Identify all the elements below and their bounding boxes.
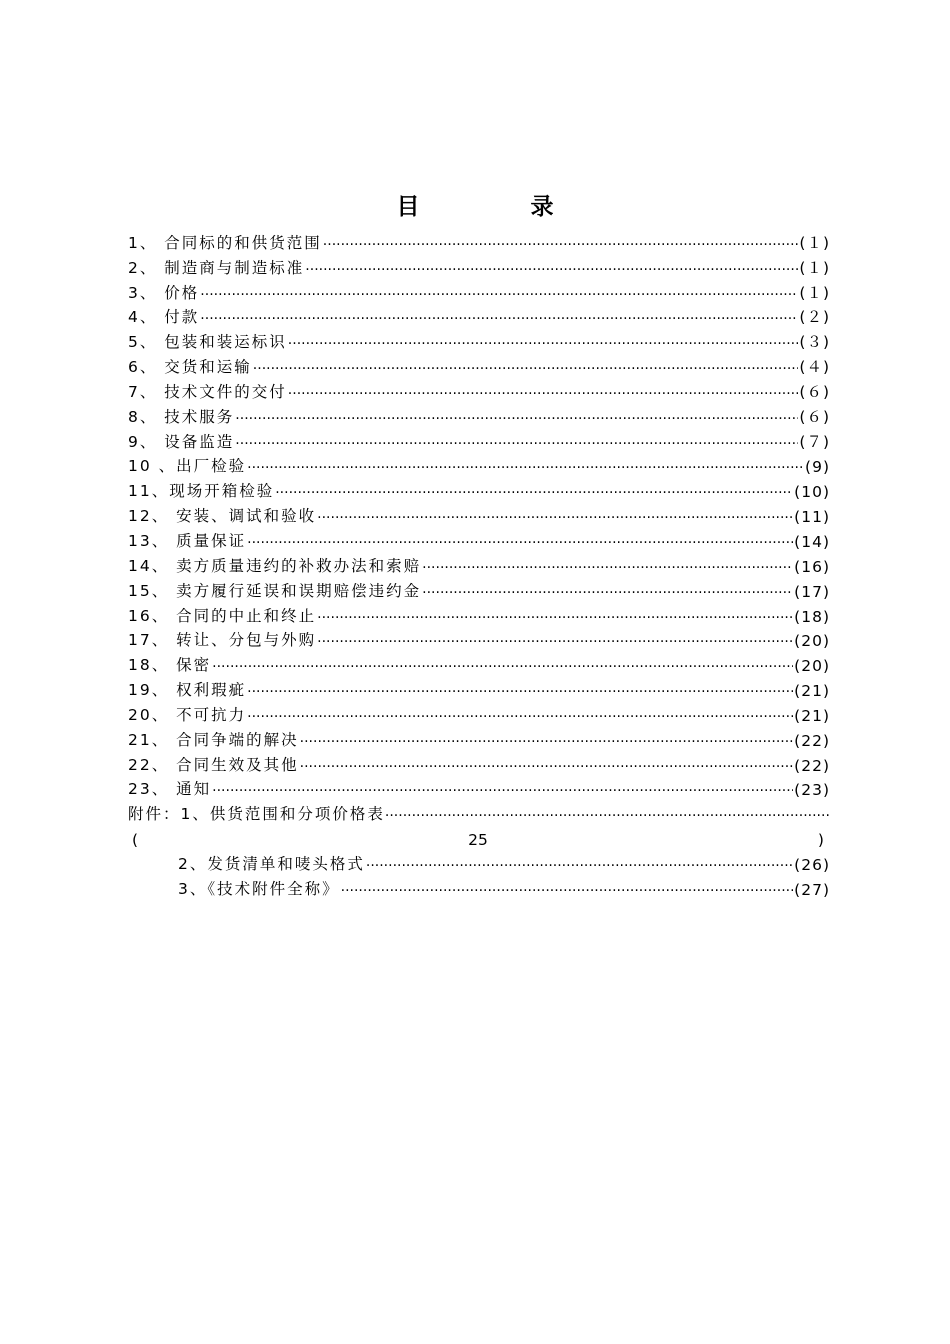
table-of-contents (128, 228, 830, 899)
page-number: (26) (794, 855, 830, 874)
dot-leader (212, 783, 793, 799)
page-number: (４) (799, 358, 830, 377)
dot-leader (253, 361, 799, 377)
dot-leader (317, 510, 793, 526)
toc-entry[interactable] (128, 526, 830, 551)
dot-leader (288, 386, 799, 402)
dot-leader (422, 560, 793, 576)
page-number: (１) (799, 283, 830, 302)
page-number: (21) (794, 682, 830, 701)
toc-entry[interactable] (128, 303, 830, 328)
annex-item-label: 2、发货清单和唛头格式 (178, 854, 365, 873)
toc-entry-label: 1、 合同标的和供货范围 (128, 233, 322, 252)
dot-leader (247, 684, 793, 700)
annex-item-1-page-row (128, 824, 830, 849)
close-paren: ) (817, 831, 824, 850)
toc-entry-label: 15、 卖方履行延误和误期赔偿违约金 (128, 581, 422, 600)
page-number: (21) (794, 706, 830, 725)
dot-leader (275, 485, 793, 501)
dot-leader (305, 262, 798, 278)
dot-leader (200, 311, 798, 327)
toc-entry[interactable] (128, 551, 830, 576)
toc-entry-label: 3、 价格 (128, 283, 200, 302)
annex-item-3[interactable] (128, 874, 830, 899)
page-number: (１) (799, 258, 830, 277)
toc-entry-label: 7、 技术文件的交付 (128, 382, 287, 401)
toc-entry[interactable] (128, 775, 830, 800)
toc-entry[interactable] (128, 476, 830, 501)
toc-entry-label: 17、 转让、分包与外购 (128, 631, 317, 650)
page-number: (9) (805, 458, 830, 477)
page-number: (22) (794, 756, 830, 775)
dot-leader (323, 237, 799, 253)
annex-prefix: 附件： (128, 805, 181, 824)
toc-entry[interactable] (128, 576, 830, 601)
toc-entry[interactable] (128, 253, 830, 278)
page-number: (22) (794, 731, 830, 750)
page-number: (18) (794, 607, 830, 626)
page-number: (17) (794, 582, 830, 601)
toc-entry[interactable] (128, 501, 830, 526)
toc-entry-label: 19、 权利瑕疵 (128, 681, 247, 700)
page-number: (14) (794, 532, 830, 551)
page-number: (７) (799, 432, 830, 451)
toc-entry-label: 16、 合同的中止和终止 (128, 606, 317, 625)
dot-leader (288, 336, 799, 352)
toc-entry[interactable] (128, 402, 830, 427)
dot-leader (317, 610, 793, 626)
page-number: (20) (794, 657, 830, 676)
toc-entry[interactable] (128, 327, 830, 352)
toc-entry-label: 2、 制造商与制造标准 (128, 258, 305, 277)
open-paren: ( (132, 831, 139, 850)
dot-leader (212, 659, 793, 675)
toc-entry[interactable] (128, 650, 830, 675)
page-number: (16) (794, 557, 830, 576)
page-number: (１) (799, 233, 830, 252)
dot-leader (247, 709, 793, 725)
toc-entry[interactable] (128, 750, 830, 775)
dot-leader (200, 287, 798, 303)
toc-entry-label: 14、 卖方质量违约的补救办法和索赔 (128, 556, 422, 575)
page-number: (６) (799, 407, 830, 426)
toc-entry-label: 21、 合同争端的解决 (128, 730, 299, 749)
page-number: 25 (468, 831, 488, 850)
toc-entry-label: 12、 安装、调试和验收 (128, 507, 317, 526)
toc-entry-label: 20、 不可抗力 (128, 705, 247, 724)
toc-entry[interactable] (128, 228, 830, 253)
toc-entry[interactable] (128, 278, 830, 303)
dot-leader (235, 411, 798, 427)
toc-entry-label: 23、 通知 (128, 780, 212, 799)
dot-leader (366, 858, 793, 874)
toc-entry[interactable] (128, 700, 830, 725)
toc-entry-label: 4、 付款 (128, 308, 200, 327)
page-title: 目 录 (396, 194, 598, 220)
dot-leader (422, 585, 793, 601)
annex-item-label: 1、供货范围和分项价格表 (180, 805, 385, 824)
dot-leader (247, 460, 804, 476)
annex-item-label: 3、《技术附件全称》 (178, 879, 340, 898)
toc-entry-label: 22、 合同生效及其他 (128, 755, 299, 774)
dot-leader (317, 634, 793, 650)
dot-leader (300, 759, 794, 775)
page-number: (10) (794, 483, 830, 502)
toc-entry[interactable] (128, 452, 830, 477)
toc-entry[interactable] (128, 675, 830, 700)
toc-entry-label: 5、 包装和装运标识 (128, 333, 287, 352)
dot-leader (300, 734, 794, 750)
toc-entry[interactable] (128, 352, 830, 377)
page-number: (27) (794, 880, 830, 899)
toc-entry[interactable] (128, 601, 830, 626)
toc-entry[interactable] (128, 427, 830, 452)
toc-entry-label: 9、 设备监造 (128, 432, 235, 451)
page-number: (３) (799, 333, 830, 352)
toc-entry[interactable] (128, 626, 830, 651)
toc-entry-label: 8、 技术服务 (128, 407, 235, 426)
dot-leader (235, 436, 798, 452)
dot-leader (247, 535, 793, 551)
toc-entry-label: 18、 保密 (128, 656, 212, 675)
toc-entry[interactable] (128, 377, 830, 402)
page-number: (23) (794, 781, 830, 800)
dot-leader (341, 883, 794, 899)
toc-entry-label: 13、 质量保证 (128, 531, 247, 550)
page-number: (20) (794, 632, 830, 651)
toc-entry[interactable] (128, 725, 830, 750)
annex-item-1[interactable] (128, 799, 830, 824)
dot-leader (385, 808, 830, 824)
page-number: (２) (799, 308, 830, 327)
toc-entry-label: 6、 交货和运输 (128, 358, 252, 377)
annex-item-2[interactable] (128, 849, 830, 874)
page-number: (６) (799, 382, 830, 401)
toc-entry-label: 11、现场开箱检验 (128, 482, 275, 501)
page-number: (11) (794, 508, 830, 527)
toc-entry-label: 10 、出厂检验 (128, 457, 247, 476)
